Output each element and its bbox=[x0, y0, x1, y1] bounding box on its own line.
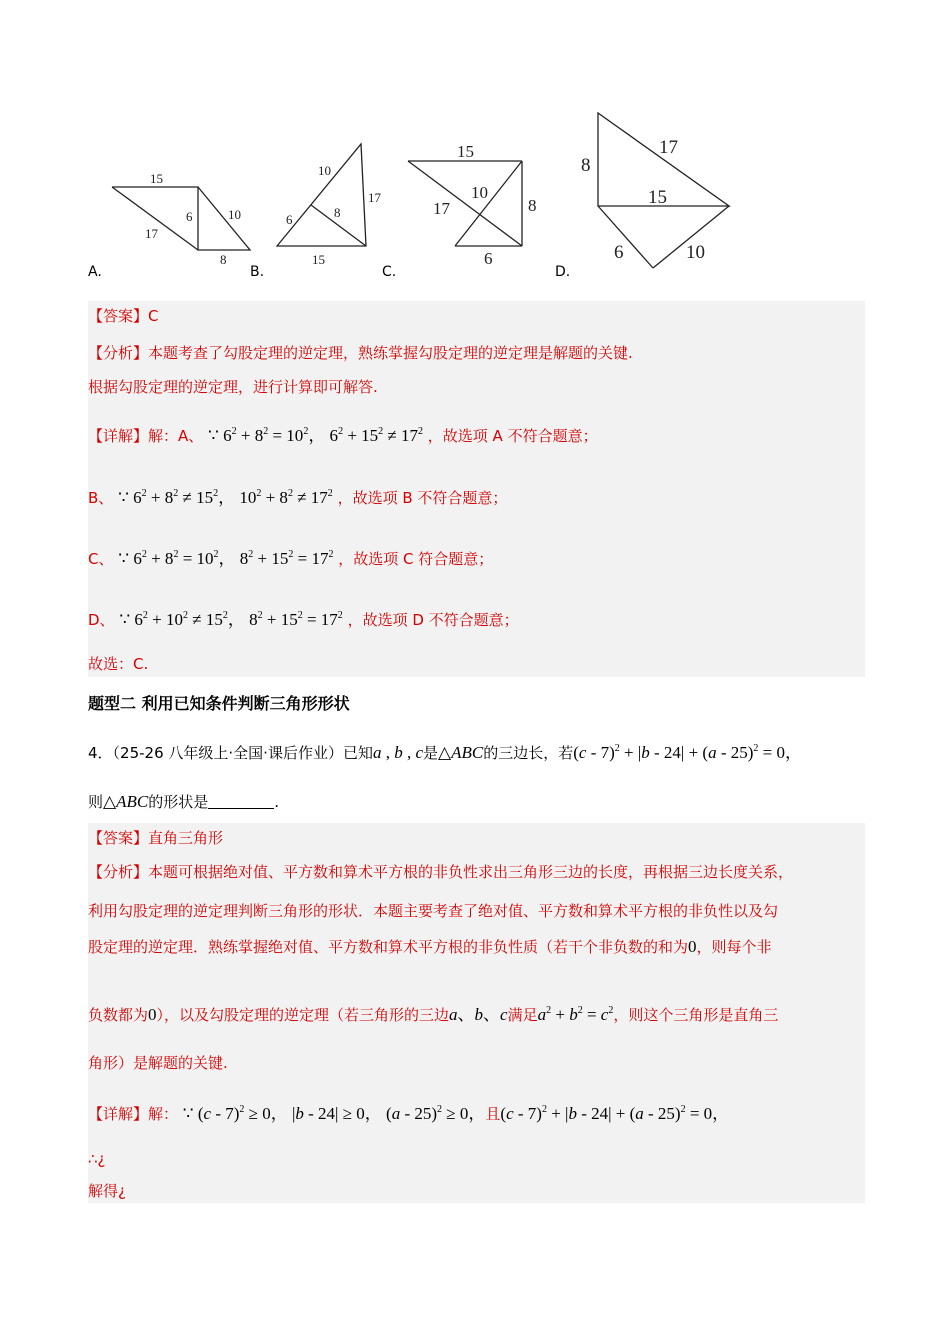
q3-detail-b bbox=[88, 484, 507, 508]
q3-detail-a-tail: ，故选项 A 不符合题意； bbox=[427, 427, 598, 445]
q4-triangle-2: △ABC bbox=[103, 792, 149, 811]
q4-detail bbox=[88, 1100, 729, 1124]
q4-vars: a , b , c bbox=[372, 743, 423, 762]
q4-question-line-2: 则△ABC的形状是 . bbox=[88, 792, 279, 811]
q4-line2-prefix: 则 bbox=[88, 793, 104, 811]
q3-math-b: ∵ $6^2 + 8^2 \ne 15^2$， $10^2 + 8^2 \ne 17^2$ bbox=[118, 488, 333, 507]
fig-b-side-1: 10 bbox=[318, 163, 331, 178]
q4-analysis-5: 角形）是解题的关键. bbox=[88, 1054, 228, 1072]
q4-after-triangle: 的三边长，若 bbox=[483, 744, 574, 762]
fig-b-side-2: 17 bbox=[368, 190, 381, 205]
q4-zero-2: 0 bbox=[148, 1005, 157, 1024]
q4-analysis-1: 【分析】本题可根据绝对值、平方数和算术平方根的非负性求出三角形三边的长度，再根据三边长度关系， bbox=[88, 863, 794, 881]
q4-analysis-4c: 满足 bbox=[507, 1006, 538, 1024]
q4-solve: 解得¿ bbox=[88, 1182, 126, 1200]
q4-sides: a、b、c bbox=[449, 1005, 508, 1024]
fig-a-side-2: 6 bbox=[186, 209, 193, 224]
q4-detail-math: ∵ (c - 7)$^2$ ≥ 0， |b - 24| ≥ 0， (a - 25)$^2$ ≥ 0，且(c - 7)$^2$ + |b - 24| + (a - 25)$^2$ = 0， bbox=[182, 1104, 730, 1123]
q3-line-d-prefix: D、 bbox=[88, 611, 115, 629]
fig-b-side-5: 15 bbox=[312, 252, 325, 267]
fig-a-side-1: 15 bbox=[150, 171, 163, 186]
q3-analysis-1: 【分析】本题考查了勾股定理的逆定理，熟练掌握勾股定理的逆定理是解题的关键. bbox=[88, 344, 633, 362]
option-d-label: D. bbox=[555, 264, 571, 280]
q3-line-d-tail: ，故选项 D 不符合题意； bbox=[347, 611, 519, 629]
q3-line-b-tail: ，故选项 B 不符合题意； bbox=[337, 489, 508, 507]
figure-a bbox=[100, 160, 260, 270]
figure-c bbox=[400, 140, 550, 270]
q4-question-line-1 bbox=[88, 738, 802, 763]
q3-detail-a bbox=[88, 422, 598, 446]
q3-detail-prefix: 【详解】解：A、 bbox=[88, 427, 204, 445]
q3-line-b-prefix: B、 bbox=[88, 489, 114, 507]
fig-c-side-5: 6 bbox=[484, 249, 493, 268]
fig-d-side-5: 10 bbox=[686, 242, 705, 263]
q4-answer: 【答案】直角三角形 bbox=[88, 829, 224, 847]
q3-detail-c bbox=[88, 545, 493, 569]
q4-triangle: △ABC bbox=[438, 743, 484, 762]
q4-middle: 是 bbox=[423, 744, 439, 762]
option-c-label: C. bbox=[382, 264, 397, 280]
option-b-label: B. bbox=[250, 264, 265, 280]
q4-zero-1: 0 bbox=[688, 937, 697, 956]
q3-detail-d bbox=[88, 606, 519, 630]
q4-analysis-3a: 股定理的逆定理．熟练掌握绝对值、平方数和算术平方根的非负性质（若干个非负数的和为 bbox=[88, 938, 689, 956]
fig-d-side-3: 15 bbox=[648, 187, 667, 208]
fig-c-side-1: 15 bbox=[457, 142, 474, 161]
figure-b bbox=[270, 135, 390, 270]
q4-therefore: ∴¿ bbox=[88, 1150, 106, 1168]
q4-analysis-4a: 负数都为 bbox=[88, 1006, 149, 1024]
fig-a-side-3: 10 bbox=[228, 207, 241, 222]
q4-analysis-3 bbox=[88, 937, 772, 957]
fig-c-side-4: 8 bbox=[528, 196, 537, 215]
section-heading: 题型二 利用已知条件判断三角形形状 bbox=[88, 694, 350, 713]
q4-source: （25-26 八年级上·全国·课后作业）已知 bbox=[112, 744, 373, 762]
q3-line-c-prefix: C、 bbox=[88, 550, 114, 568]
q4-equation: (c - 7)$^2$ + |b - 24| + (a - 25)$^2$ = 0， bbox=[573, 743, 803, 762]
q4-pythag: $a^2 + b^2 = c^2$ bbox=[537, 1005, 614, 1024]
q4-answer-blank[interactable] bbox=[208, 794, 274, 809]
fig-b-side-4: 8 bbox=[334, 205, 341, 220]
q4-analysis-3b: ，则每个非 bbox=[696, 938, 772, 956]
q3-answer: 【答案】C bbox=[88, 307, 159, 325]
q3-math-a: ∵ $6^2 + 8^2 = 10^2$， $6^2 + 15^2 \ne 17^2$ bbox=[208, 426, 423, 445]
q3-conclusion: 故选：C. bbox=[88, 655, 149, 673]
q3-line-c-tail: ，故选项 C 符合题意； bbox=[338, 550, 494, 568]
option-a-label: A. bbox=[88, 264, 102, 280]
fig-d-side-4: 6 bbox=[614, 242, 624, 263]
q4-analysis-2: 利用勾股定理的逆定理判断三角形的形状．本题主要考查了绝对值、平方数和算术平方根的非负性以及勾 bbox=[88, 902, 779, 920]
q4-number: 4． bbox=[88, 744, 113, 762]
fig-c-side-2: 10 bbox=[471, 183, 488, 202]
q4-line2-suffix: 的形状是 bbox=[148, 793, 209, 811]
q3-math-c: ∵ $6^2 + 8^2 = 10^2$， $8^2 + 15^2 = 17^2$ bbox=[118, 549, 334, 568]
fig-a-side-5: 8 bbox=[220, 252, 227, 267]
fig-b-side-3: 6 bbox=[286, 212, 293, 227]
q3-analysis-2: 根据勾股定理的逆定理，进行计算即可解答. bbox=[88, 378, 378, 396]
q3-solution-panel bbox=[88, 301, 865, 677]
q4-solution-panel bbox=[88, 823, 865, 1203]
q4-analysis-4b: ），以及勾股定理的逆定理（若三角形的三边 bbox=[156, 1006, 450, 1024]
q4-detail-prefix: 【详解】解： bbox=[88, 1105, 179, 1123]
fig-d-side-1: 8 bbox=[581, 155, 591, 176]
q4-analysis-4d: ，则这个三角形是直角三 bbox=[613, 1006, 779, 1024]
figure-d bbox=[575, 105, 745, 275]
q3-math-d: ∵ $6^2 + 10^2 \ne 15^2$， $8^2 + 15^2 = 17^2$ bbox=[119, 610, 343, 629]
fig-c-side-3: 17 bbox=[433, 199, 450, 218]
fig-d-side-2: 17 bbox=[659, 137, 678, 158]
q4-analysis-4 bbox=[88, 1001, 778, 1025]
fig-a-side-4: 17 bbox=[145, 226, 158, 241]
